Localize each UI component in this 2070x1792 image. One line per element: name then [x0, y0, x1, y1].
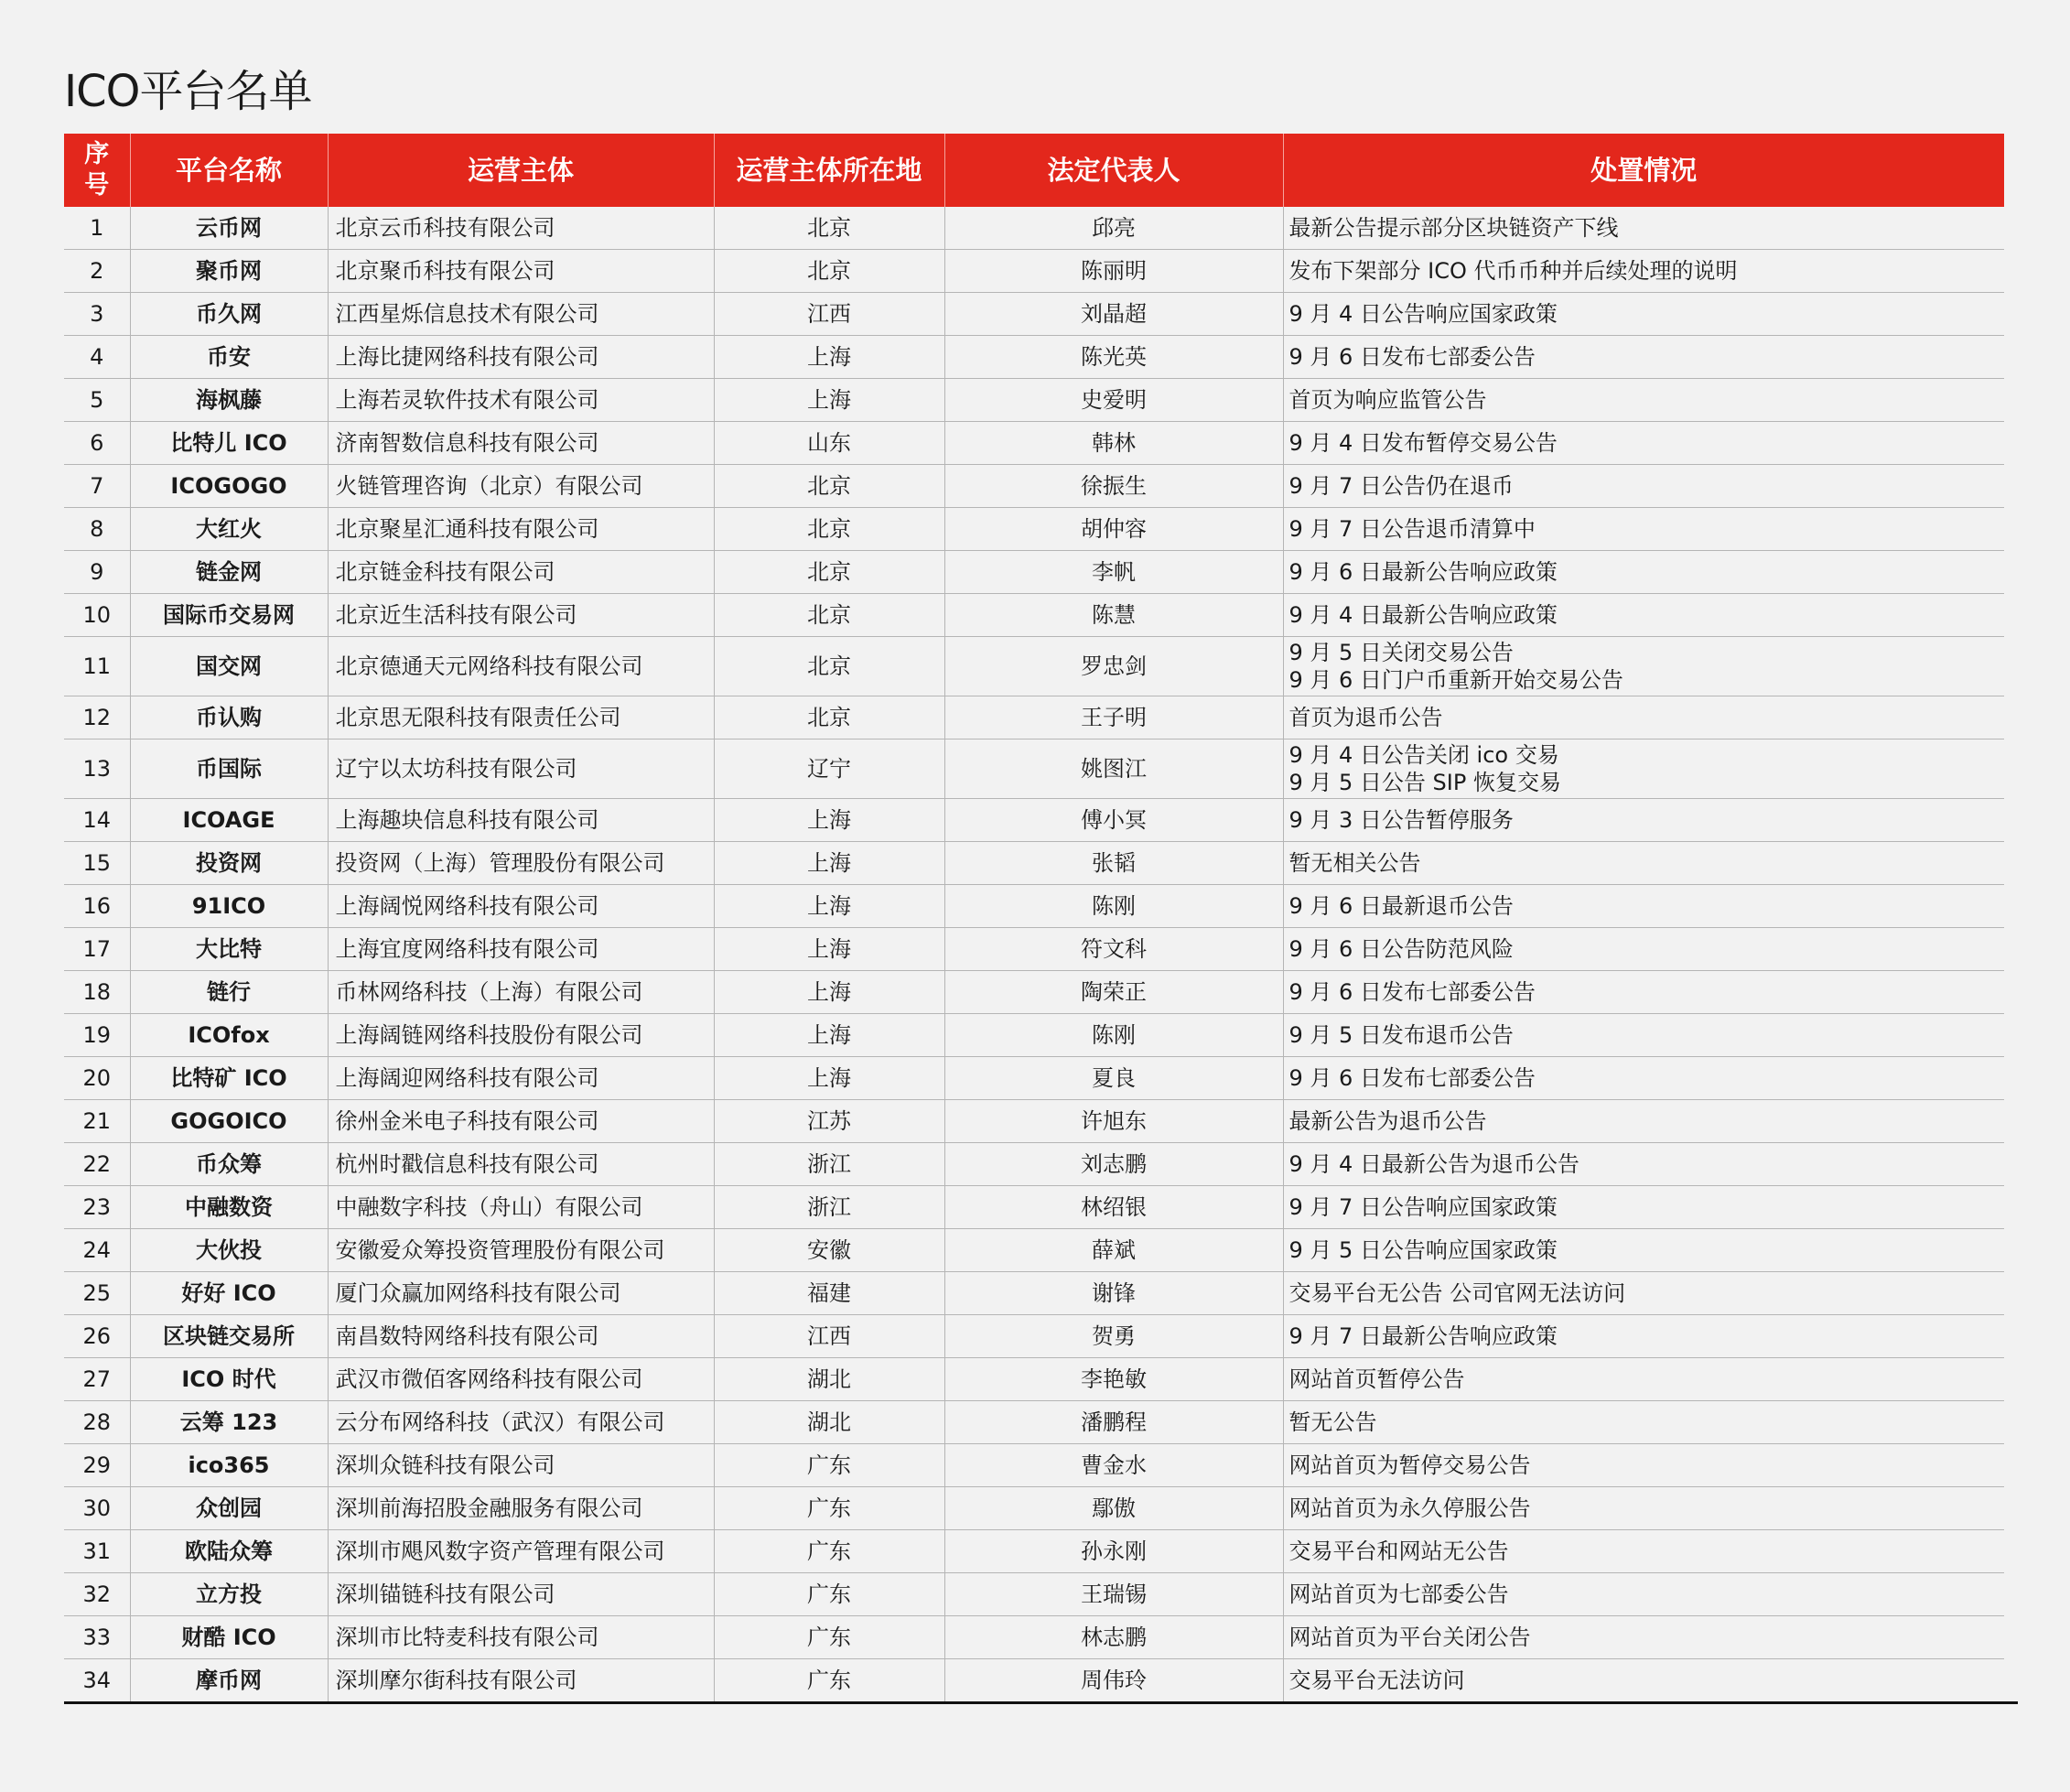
operator-name: 深圳摩尔街科技有限公司 — [328, 1659, 714, 1702]
legal-representative: 陶荣正 — [944, 971, 1283, 1014]
table-row — [64, 1143, 2004, 1186]
status-cell — [1283, 1616, 2004, 1659]
operator-location: 湖北 — [714, 1401, 944, 1444]
platform-name: 币众筹 — [130, 1143, 328, 1186]
legal-representative: 鄢傲 — [944, 1487, 1283, 1530]
row-index: 24 — [64, 1229, 130, 1272]
status-cell — [1283, 293, 2004, 336]
status-line: 9 月 6 日发布七部委公告 — [1288, 1065, 1536, 1091]
legal-representative: 潘鹏程 — [944, 1401, 1283, 1444]
table-row — [64, 1358, 2004, 1401]
legal-representative: 周伟玲 — [944, 1659, 1283, 1702]
page-title: ICO平台名单 — [64, 66, 312, 117]
platform-name: ICOfox — [130, 1014, 328, 1057]
status-cell — [1283, 1573, 2004, 1616]
status-line: 网站首页为永久停服公告 — [1288, 1495, 1531, 1521]
operator-name: 深圳众链科技有限公司 — [328, 1444, 714, 1487]
platform-name: 云筹 123 — [130, 1401, 328, 1444]
platform-name: 中融数资 — [130, 1186, 328, 1229]
platform-name: 海枫藤 — [130, 379, 328, 422]
operator-name: 南昌数特网络科技有限公司 — [328, 1315, 714, 1358]
status-line: 网站首页暂停公告 — [1288, 1366, 1465, 1392]
operator-name: 上海宜度网络科技有限公司 — [328, 928, 714, 971]
table-row — [64, 1616, 2004, 1659]
status-cell — [1283, 379, 2004, 422]
status-cell — [1283, 465, 2004, 508]
status-cell — [1283, 551, 2004, 594]
row-index: 28 — [64, 1401, 130, 1444]
row-index: 5 — [64, 379, 130, 422]
status-line: 9 月 6 日发布七部委公告 — [1288, 344, 1536, 370]
status-line: 交易平台和网站无公告 — [1288, 1538, 1509, 1564]
status-cell — [1283, 1143, 2004, 1186]
operator-location: 上海 — [714, 928, 944, 971]
status-cell — [1283, 336, 2004, 379]
status-line: 9 月 4 日发布暂停交易公告 — [1288, 430, 1558, 456]
status-line: 网站首页为暂停交易公告 — [1288, 1452, 1531, 1478]
operator-location: 广东 — [714, 1659, 944, 1702]
table-row — [64, 637, 2004, 696]
table-row — [64, 250, 2004, 293]
table-row — [64, 928, 2004, 971]
table-row — [64, 971, 2004, 1014]
table-row — [64, 1100, 2004, 1143]
platform-name: ICOAGE — [130, 799, 328, 842]
status-cell — [1283, 1272, 2004, 1315]
table-row — [64, 799, 2004, 842]
table-row — [64, 1057, 2004, 1100]
operator-location: 浙江 — [714, 1186, 944, 1229]
operator-location: 北京 — [714, 465, 944, 508]
operator-location: 江西 — [714, 293, 944, 336]
table-row — [64, 1272, 2004, 1315]
operator-name: 济南智数信息科技有限公司 — [328, 422, 714, 465]
status-cell — [1283, 739, 2004, 799]
status-cell — [1283, 207, 2004, 250]
operator-location: 上海 — [714, 379, 944, 422]
table-row — [64, 594, 2004, 637]
table-row — [64, 1315, 2004, 1358]
row-index: 10 — [64, 594, 130, 637]
table-header-row — [64, 134, 2004, 207]
status-line: 暂无公告 — [1288, 1409, 1377, 1435]
legal-representative: 陈丽明 — [944, 250, 1283, 293]
status-cell — [1283, 696, 2004, 739]
status-line: 9 月 5 日公告 SIP 恢复交易 — [1288, 770, 1561, 795]
header-legal-rep: 法定代表人 — [944, 134, 1283, 207]
platform-name: 聚币网 — [130, 250, 328, 293]
status-cell — [1283, 1186, 2004, 1229]
row-index: 6 — [64, 422, 130, 465]
platform-name: 大伙投 — [130, 1229, 328, 1272]
status-line: 网站首页为平台关闭公告 — [1288, 1625, 1531, 1650]
status-line: 9 月 4 日最新公告为退币公告 — [1288, 1151, 1579, 1177]
operator-name: 云分布网络科技（武汉）有限公司 — [328, 1401, 714, 1444]
status-line: 最新公告提示部分区块链资产下线 — [1288, 215, 1619, 241]
row-index: 20 — [64, 1057, 130, 1100]
platform-name: ico365 — [130, 1444, 328, 1487]
platform-name: 国际币交易网 — [130, 594, 328, 637]
table-row — [64, 293, 2004, 336]
row-index: 17 — [64, 928, 130, 971]
operator-name: 北京链金科技有限公司 — [328, 551, 714, 594]
status-line: 发布下架部分 ICO 代币币种并后续处理的说明 — [1288, 258, 1738, 284]
operator-location: 北京 — [714, 696, 944, 739]
row-index: 13 — [64, 739, 130, 799]
operator-location: 安徽 — [714, 1229, 944, 1272]
legal-representative: 王子明 — [944, 696, 1283, 739]
operator-location: 北京 — [714, 551, 944, 594]
operator-name: 上海若灵软件技术有限公司 — [328, 379, 714, 422]
row-index: 19 — [64, 1014, 130, 1057]
operator-location: 上海 — [714, 842, 944, 885]
operator-name: 徐州金米电子科技有限公司 — [328, 1100, 714, 1143]
operator-location: 广东 — [714, 1616, 944, 1659]
header-index — [64, 134, 130, 207]
header-index-label: 序号 — [84, 140, 110, 200]
table-row — [64, 465, 2004, 508]
legal-representative: 姚图江 — [944, 739, 1283, 799]
operator-name: 上海阔悦网络科技有限公司 — [328, 885, 714, 928]
operator-location: 北京 — [714, 207, 944, 250]
ico-platform-table — [64, 134, 2004, 1701]
operator-name: 深圳锚链科技有限公司 — [328, 1573, 714, 1616]
status-cell — [1283, 971, 2004, 1014]
table-row — [64, 551, 2004, 594]
table-row — [64, 1401, 2004, 1444]
status-line: 9 月 4 日公告关闭 ico 交易 — [1288, 742, 1559, 768]
legal-representative: 陈刚 — [944, 1014, 1283, 1057]
operator-name: 深圳市飓风数字资产管理有限公司 — [328, 1530, 714, 1573]
status-cell — [1283, 1014, 2004, 1057]
operator-name: 安徽爱众筹投资管理股份有限公司 — [328, 1229, 714, 1272]
operator-name: 北京德通天元网络科技有限公司 — [328, 637, 714, 696]
operator-location: 北京 — [714, 508, 944, 551]
table-row — [64, 1530, 2004, 1573]
row-index: 7 — [64, 465, 130, 508]
row-index: 21 — [64, 1100, 130, 1143]
operator-name: 币林网络科技（上海）有限公司 — [328, 971, 714, 1014]
legal-representative: 徐振生 — [944, 465, 1283, 508]
operator-location: 广东 — [714, 1487, 944, 1530]
legal-representative: 曹金水 — [944, 1444, 1283, 1487]
operator-location: 江西 — [714, 1315, 944, 1358]
status-line: 9 月 7 日最新公告响应政策 — [1288, 1323, 1558, 1349]
status-cell — [1283, 885, 2004, 928]
operator-name: 上海阔链网络科技股份有限公司 — [328, 1014, 714, 1057]
platform-name: 币认购 — [130, 696, 328, 739]
row-index: 2 — [64, 250, 130, 293]
table-bottom-rule — [64, 1701, 2018, 1704]
status-line: 交易平台无法访问 — [1288, 1668, 1465, 1693]
status-line: 9 月 5 日发布退币公告 — [1288, 1022, 1514, 1048]
legal-representative: 王瑞锡 — [944, 1573, 1283, 1616]
status-line: 9 月 5 日关闭交易公告 — [1288, 640, 1514, 665]
operator-name: 深圳市比特麦科技有限公司 — [328, 1616, 714, 1659]
table-row — [64, 1487, 2004, 1530]
operator-location: 辽宁 — [714, 739, 944, 799]
row-index: 9 — [64, 551, 130, 594]
operator-location: 北京 — [714, 594, 944, 637]
operator-location: 上海 — [714, 336, 944, 379]
header-operator: 运营主体 — [328, 134, 714, 207]
platform-name: 云币网 — [130, 207, 328, 250]
table-row — [64, 739, 2004, 799]
operator-location: 湖北 — [714, 1358, 944, 1401]
operator-location: 上海 — [714, 799, 944, 842]
row-index: 23 — [64, 1186, 130, 1229]
operator-name: 杭州时戳信息科技有限公司 — [328, 1143, 714, 1186]
operator-name: 上海趣块信息科技有限公司 — [328, 799, 714, 842]
operator-location: 上海 — [714, 1014, 944, 1057]
status-cell — [1283, 1487, 2004, 1530]
operator-location: 浙江 — [714, 1143, 944, 1186]
status-cell — [1283, 1057, 2004, 1100]
platform-name: 区块链交易所 — [130, 1315, 328, 1358]
platform-name: 比特矿 ICO — [130, 1057, 328, 1100]
row-index: 4 — [64, 336, 130, 379]
table-body — [64, 207, 2004, 1701]
legal-representative: 李帆 — [944, 551, 1283, 594]
operator-name: 武汉市微佰客网络科技有限公司 — [328, 1358, 714, 1401]
platform-name: 币国际 — [130, 739, 328, 799]
status-cell — [1283, 1229, 2004, 1272]
status-cell — [1283, 1530, 2004, 1573]
operator-location: 广东 — [714, 1444, 944, 1487]
operator-location: 广东 — [714, 1530, 944, 1573]
operator-location: 广东 — [714, 1573, 944, 1616]
legal-representative: 许旭东 — [944, 1100, 1283, 1143]
operator-name: 上海比捷网络科技有限公司 — [328, 336, 714, 379]
operator-location: 上海 — [714, 971, 944, 1014]
status-line: 9 月 3 日公告暂停服务 — [1288, 807, 1514, 833]
status-cell — [1283, 1100, 2004, 1143]
platform-name: 财酷 ICO — [130, 1616, 328, 1659]
legal-representative: 韩林 — [944, 422, 1283, 465]
row-index: 3 — [64, 293, 130, 336]
operator-name: 北京聚币科技有限公司 — [328, 250, 714, 293]
table-row — [64, 1659, 2004, 1702]
status-line: 9 月 7 日公告退币清算中 — [1288, 516, 1536, 542]
status-line: 9 月 6 日公告防范风险 — [1288, 936, 1514, 962]
header-operator-location: 运营主体所在地 — [714, 134, 944, 207]
legal-representative: 陈刚 — [944, 885, 1283, 928]
status-cell — [1283, 1659, 2004, 1702]
status-line: 9 月 6 日门户币重新开始交易公告 — [1288, 667, 1623, 693]
status-cell — [1283, 1401, 2004, 1444]
legal-representative: 贺勇 — [944, 1315, 1283, 1358]
platform-name: 好好 ICO — [130, 1272, 328, 1315]
legal-representative: 罗忠剑 — [944, 637, 1283, 696]
status-line: 交易平台无公告 公司官网无法访问 — [1288, 1280, 1626, 1306]
platform-name: 比特儿 ICO — [130, 422, 328, 465]
status-line: 9 月 6 日发布七部委公告 — [1288, 979, 1536, 1005]
legal-representative: 刘志鹏 — [944, 1143, 1283, 1186]
status-line: 9 月 7 日公告响应国家政策 — [1288, 1194, 1558, 1220]
table-row — [64, 422, 2004, 465]
status-line: 首页为响应监管公告 — [1288, 387, 1487, 413]
row-index: 32 — [64, 1573, 130, 1616]
table-row — [64, 696, 2004, 739]
legal-representative: 刘晶超 — [944, 293, 1283, 336]
legal-representative: 薛斌 — [944, 1229, 1283, 1272]
operator-location: 山东 — [714, 422, 944, 465]
operator-location: 福建 — [714, 1272, 944, 1315]
status-cell — [1283, 1315, 2004, 1358]
operator-name: 北京思无限科技有限责任公司 — [328, 696, 714, 739]
legal-representative: 孙永刚 — [944, 1530, 1283, 1573]
platform-name: ICO 时代 — [130, 1358, 328, 1401]
row-index: 1 — [64, 207, 130, 250]
operator-location: 上海 — [714, 1057, 944, 1100]
row-index: 25 — [64, 1272, 130, 1315]
operator-name: 上海阔迎网络科技有限公司 — [328, 1057, 714, 1100]
status-cell — [1283, 637, 2004, 696]
header-platform-name: 平台名称 — [130, 134, 328, 207]
operator-location: 上海 — [714, 885, 944, 928]
status-line: 网站首页为七部委公告 — [1288, 1581, 1509, 1607]
row-index: 11 — [64, 637, 130, 696]
platform-name: 大红火 — [130, 508, 328, 551]
platform-name: 投资网 — [130, 842, 328, 885]
platform-name: 国交网 — [130, 637, 328, 696]
header-status: 处置情况 — [1283, 134, 2004, 207]
legal-representative: 史爱明 — [944, 379, 1283, 422]
legal-representative: 夏良 — [944, 1057, 1283, 1100]
status-cell — [1283, 842, 2004, 885]
status-cell — [1283, 508, 2004, 551]
operator-location: 北京 — [714, 250, 944, 293]
table-row — [64, 1229, 2004, 1272]
row-index: 12 — [64, 696, 130, 739]
platform-name: ICOGOGO — [130, 465, 328, 508]
legal-representative: 林志鹏 — [944, 1616, 1283, 1659]
status-cell — [1283, 1444, 2004, 1487]
operator-name: 中融数字科技（舟山）有限公司 — [328, 1186, 714, 1229]
row-index: 30 — [64, 1487, 130, 1530]
operator-name: 投资网（上海）管理股份有限公司 — [328, 842, 714, 885]
legal-representative: 傅小冥 — [944, 799, 1283, 842]
operator-location: 江苏 — [714, 1100, 944, 1143]
status-cell — [1283, 928, 2004, 971]
platform-name: 大比特 — [130, 928, 328, 971]
operator-name: 北京聚星汇通科技有限公司 — [328, 508, 714, 551]
row-index: 33 — [64, 1616, 130, 1659]
status-cell — [1283, 799, 2004, 842]
row-index: 29 — [64, 1444, 130, 1487]
status-cell — [1283, 250, 2004, 293]
operator-name: 江西星烁信息技术有限公司 — [328, 293, 714, 336]
status-line: 9 月 6 日最新退币公告 — [1288, 893, 1514, 919]
row-index: 18 — [64, 971, 130, 1014]
status-line: 9 月 6 日最新公告响应政策 — [1288, 559, 1558, 585]
operator-name: 辽宁以太坊科技有限公司 — [328, 739, 714, 799]
row-index: 8 — [64, 508, 130, 551]
legal-representative: 谢锋 — [944, 1272, 1283, 1315]
operator-name: 厦门众赢加网络科技有限公司 — [328, 1272, 714, 1315]
operator-name: 深圳前海招股金融服务有限公司 — [328, 1487, 714, 1530]
operator-name: 北京云币科技有限公司 — [328, 207, 714, 250]
table-row — [64, 842, 2004, 885]
legal-representative: 陈光英 — [944, 336, 1283, 379]
row-index: 27 — [64, 1358, 130, 1401]
table-row — [64, 1573, 2004, 1616]
status-line: 9 月 7 日公告仍在退币 — [1288, 473, 1514, 499]
platform-name: 立方投 — [130, 1573, 328, 1616]
status-line: 最新公告为退币公告 — [1288, 1108, 1487, 1134]
status-cell — [1283, 1358, 2004, 1401]
row-index: 15 — [64, 842, 130, 885]
platform-name: 链金网 — [130, 551, 328, 594]
platform-name: 欧陆众筹 — [130, 1530, 328, 1573]
legal-representative: 陈慧 — [944, 594, 1283, 637]
platform-name: 摩币网 — [130, 1659, 328, 1702]
platform-name: 众创园 — [130, 1487, 328, 1530]
operator-name: 北京近生活科技有限公司 — [328, 594, 714, 637]
legal-representative: 符文科 — [944, 928, 1283, 971]
row-index: 31 — [64, 1530, 130, 1573]
status-cell — [1283, 594, 2004, 637]
legal-representative: 胡仲容 — [944, 508, 1283, 551]
status-cell — [1283, 422, 2004, 465]
legal-representative: 李艳敏 — [944, 1358, 1283, 1401]
row-index: 34 — [82, 1668, 112, 1693]
table-row — [64, 885, 2004, 928]
platform-name: 币久网 — [130, 293, 328, 336]
table-row — [64, 379, 2004, 422]
status-line: 9 月 4 日最新公告响应政策 — [1288, 602, 1558, 628]
legal-representative: 张韬 — [944, 842, 1283, 885]
status-line: 9 月 4 日公告响应国家政策 — [1288, 301, 1558, 327]
table-row — [64, 1444, 2004, 1487]
platform-name: GOGOICO — [130, 1100, 328, 1143]
platform-name: 91ICO — [130, 885, 328, 928]
legal-representative: 邱亮 — [944, 207, 1283, 250]
row-index: 14 — [64, 799, 130, 842]
table-row — [64, 1186, 2004, 1229]
table-row — [64, 1014, 2004, 1057]
status-line: 暂无相关公告 — [1288, 850, 1421, 876]
status-line: 首页为退币公告 — [1288, 705, 1443, 730]
table-row — [64, 207, 2004, 250]
row-index: 22 — [64, 1143, 130, 1186]
operator-name: 火链管理咨询（北京）有限公司 — [328, 465, 714, 508]
operator-location: 北京 — [714, 637, 944, 696]
legal-representative: 林绍银 — [944, 1186, 1283, 1229]
platform-name: 币安 — [130, 336, 328, 379]
status-line: 9 月 5 日公告响应国家政策 — [1288, 1237, 1558, 1263]
row-index: 16 — [64, 885, 130, 928]
table-row — [64, 336, 2004, 379]
row-index: 26 — [64, 1315, 130, 1358]
table-row — [64, 508, 2004, 551]
platform-name: 链行 — [130, 971, 328, 1014]
